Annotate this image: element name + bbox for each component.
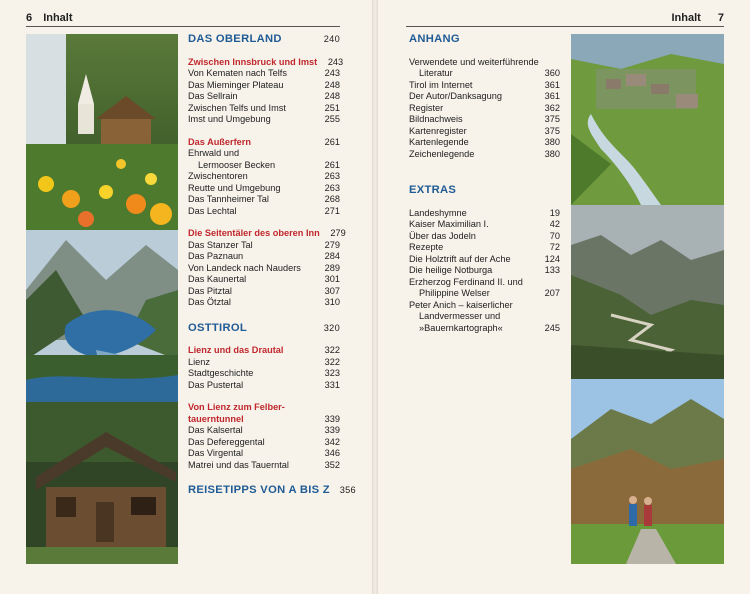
toc-entry-page-number: 255 — [324, 114, 340, 124]
photo-alpine-village-stream — [571, 34, 724, 205]
toc-subsection-heading — [188, 345, 340, 357]
toc-entry-label: REISETIPPS VON A BIS Z — [188, 484, 330, 496]
toc-entry — [188, 160, 340, 172]
toc-entry-page-number: 361 — [544, 79, 560, 90]
photo-wooden-hut — [26, 402, 178, 564]
toc-entry — [409, 231, 560, 243]
toc-entry-label: Die heilige Notburga — [409, 265, 493, 275]
toc-entry — [188, 263, 340, 275]
toc-entry-page-number: 261 — [324, 136, 340, 147]
toc-spacer — [188, 391, 340, 402]
toc-entry-page-number: 356 — [339, 485, 356, 495]
toc-entry — [409, 277, 560, 289]
toc-entry-page-number: 19 — [549, 207, 560, 218]
toc-entry — [188, 274, 340, 286]
toc-entry — [409, 208, 560, 220]
toc-entry-page-number: 240 — [323, 34, 340, 44]
toc-entry — [409, 114, 560, 126]
toc-entry-page-number: 301 — [324, 274, 340, 284]
toc-entry-label: Das Kaunertal — [188, 274, 247, 284]
toc-spacer — [409, 197, 560, 208]
toc-entry-page-number: 380 — [544, 148, 560, 159]
toc-spacer — [409, 46, 560, 57]
toc-entry-label: Erzherzog Ferdinand II. und — [409, 276, 523, 287]
toc-spacer — [188, 334, 340, 345]
toc-entry-page-number — [534, 300, 560, 312]
toc-entry-label: Über das Jodeln — [409, 230, 476, 241]
toc-entry — [409, 149, 560, 161]
toc-entry — [409, 57, 560, 69]
toc-entry-page-number: 279 — [324, 239, 340, 250]
right-page-running-title: Inhalt — [671, 12, 701, 24]
toc-entry-page-number: 342 — [324, 436, 340, 447]
toc-entry-label: Matrei und das Tauerntal — [188, 459, 289, 470]
toc-entry-label: Philippine Welser — [419, 288, 490, 298]
toc-entry-label: Bildnachweis — [409, 114, 463, 124]
toc-entry-page-number: 289 — [324, 262, 340, 273]
toc-entry-label: Kaiser Maximilian I. — [409, 219, 489, 229]
toc-entry — [409, 254, 560, 266]
toc-entry-label: Lienz und das Drautal — [188, 345, 284, 355]
toc-subsection-heading — [188, 56, 344, 69]
toc-entry-label: Das Sellrain — [188, 91, 238, 101]
toc-entry — [188, 194, 340, 206]
toc-entry — [188, 437, 340, 449]
toc-section-heading — [409, 34, 560, 46]
toc-entry-page-number: 243 — [324, 68, 340, 78]
toc-entry-page-number: 243 — [327, 56, 344, 67]
toc-entry-page-number: 271 — [324, 205, 340, 216]
toc-subsection-heading — [188, 228, 346, 240]
left-page-number: 6 — [26, 12, 33, 24]
toc-entry-page-number: 245 — [544, 322, 560, 333]
toc-entry — [409, 91, 560, 103]
toc-section-heading — [188, 484, 356, 497]
toc-spacer — [409, 160, 560, 174]
toc-entry-page-number: 248 — [324, 79, 340, 90]
toc-entry-label: Das Mieminger Plateau — [188, 79, 284, 90]
toc-entry-label: Zeichenlegende — [409, 148, 475, 159]
toc-entry-label: Die Holztrift auf der Ache — [409, 253, 511, 264]
toc-entry — [409, 300, 560, 312]
toc-entry — [188, 460, 340, 472]
toc-entry-label: Lienz — [188, 356, 210, 367]
toc-entry-label: Die Seitentäler des oberen Inn — [188, 228, 320, 238]
table-of-contents-left — [188, 33, 356, 497]
toc-entry-label: EXTRAS — [409, 184, 457, 196]
toc-entry-page-number: 362 — [544, 102, 560, 113]
toc-entry — [188, 425, 340, 437]
toc-entry-label: Das Pitztal — [188, 285, 232, 296]
toc-entry-page-number: 331 — [324, 379, 340, 390]
toc-entry — [188, 68, 340, 80]
right-page-number: 7 — [717, 12, 724, 24]
toc-entry-page-number: 251 — [324, 102, 340, 113]
toc-section-heading — [409, 185, 560, 197]
toc-entry-page-number: 375 — [544, 114, 560, 124]
left-page-running-title: Inhalt — [43, 12, 73, 24]
toc-entry-label: Rezepte — [409, 242, 444, 252]
toc-entry — [409, 311, 560, 323]
toc-section-heading — [188, 323, 340, 335]
toc-entry-label: Register — [409, 102, 444, 113]
toc-entry-label: Literatur — [419, 68, 453, 78]
toc-entry — [409, 288, 560, 300]
toc-entry — [409, 68, 560, 80]
toc-spacer — [188, 217, 340, 228]
toc-entry — [409, 242, 560, 254]
toc-entry-page-number: 375 — [544, 125, 560, 136]
toc-entry — [409, 323, 560, 335]
toc-entry-page-number: 279 — [330, 228, 346, 238]
toc-entry-page-number: 268 — [324, 194, 340, 204]
toc-entry-page-number: 320 — [323, 322, 340, 333]
photo-hikers-on-path — [571, 379, 724, 564]
toc-entry-label: Landvermesser und — [419, 311, 501, 321]
photo-mountain-lake — [26, 230, 178, 402]
toc-entry-label: Verwendete und weiterführende — [409, 56, 539, 67]
toc-subsection-heading — [188, 414, 340, 426]
toc-entry-page-number: 263 — [324, 171, 340, 181]
toc-entry-page-number: 42 — [549, 219, 560, 229]
photo-mountain-road-pass — [571, 205, 724, 379]
toc-entry — [188, 114, 340, 126]
toc-subsection-heading — [188, 137, 340, 149]
toc-entry-page-number: 360 — [544, 68, 560, 78]
toc-entry-page-number: 323 — [324, 368, 340, 378]
toc-entry-label: Das Tannheimer Tal — [188, 194, 269, 204]
toc-entry-label: Das Kalsertal — [188, 425, 243, 435]
toc-entry-label: DAS OBERLAND — [188, 33, 282, 45]
toc-entry — [188, 380, 340, 392]
toc-entry-label: Das Ötztal — [188, 297, 231, 307]
toc-entry — [188, 286, 340, 298]
toc-entry-label: »Bauernkartograph« — [419, 322, 503, 333]
toc-entry-page-number: 284 — [324, 251, 340, 261]
toc-entry — [409, 137, 560, 149]
toc-entry-label: Zwischen Innsbruck und Imst — [188, 56, 318, 67]
toc-entry — [409, 219, 560, 231]
toc-entry-label: Das Defereggental — [188, 436, 265, 447]
toc-entry-page-number: 322 — [324, 356, 340, 367]
toc-entry-page-number: 133 — [544, 265, 560, 275]
toc-entry-page-number: 263 — [324, 182, 340, 193]
toc-entry-label: Das Außerfern — [188, 136, 251, 147]
toc-entry — [409, 126, 560, 138]
toc-entry — [409, 265, 560, 277]
toc-entry-page-number: 261 — [324, 159, 340, 170]
toc-entry — [188, 206, 340, 218]
toc-entry-page-number — [534, 34, 560, 46]
toc-entry — [188, 448, 340, 460]
toc-spacer — [188, 126, 340, 137]
toc-entry-page-number: 346 — [324, 448, 340, 458]
toc-spacer — [188, 471, 340, 485]
toc-entry-label: Das Lechtal — [188, 205, 237, 216]
toc-entry-page-number: 310 — [324, 297, 340, 307]
toc-entry-page-number: 307 — [324, 285, 340, 296]
toc-entry-page-number: 72 — [549, 242, 560, 252]
toc-entry — [188, 297, 340, 309]
toc-entry-label: Zwischentoren — [188, 171, 248, 181]
toc-entry-label: tauerntunnel — [188, 413, 244, 424]
toc-entry-label: ANHANG — [409, 33, 460, 45]
toc-entry — [188, 357, 340, 369]
toc-entry-page-number — [534, 277, 560, 289]
toc-entry-label: OSTTIROL — [188, 321, 247, 334]
toc-subsection-heading — [188, 402, 340, 414]
toc-entry-label: Kartenlegende — [409, 137, 469, 147]
toc-entry-label: Imst und Umgebung — [188, 114, 271, 124]
toc-entry-page-number: 339 — [324, 413, 340, 424]
toc-entry — [409, 103, 560, 115]
toc-entry-page-number: 124 — [544, 253, 560, 264]
toc-entry-page-number: 352 — [324, 459, 340, 470]
toc-entry-page-number — [314, 148, 340, 160]
toc-entry-page-number — [539, 57, 565, 69]
toc-entry-label: Von Lienz zum Felber- — [188, 402, 285, 412]
toc-spacer — [188, 46, 340, 57]
toc-entry-label: Stadtgeschichte — [188, 368, 254, 378]
toc-entry — [409, 80, 560, 92]
toc-entry-page-number: 380 — [544, 137, 560, 147]
toc-entry-label: Reutte und Umgebung — [188, 182, 281, 193]
toc-entry-label: Das Virgental — [188, 448, 243, 458]
toc-entry — [188, 91, 340, 103]
toc-entry-page-number: 248 — [324, 91, 340, 101]
toc-spacer — [188, 309, 340, 323]
toc-entry-page-number: 339 — [324, 425, 340, 435]
toc-section-heading — [188, 34, 340, 46]
toc-entry-label: Landeshymne — [409, 207, 467, 218]
toc-entry-page-number — [534, 185, 560, 197]
toc-entry-label: Der Autor/Danksagung — [409, 91, 502, 101]
toc-entry-page-number: 361 — [544, 91, 560, 101]
toc-entry — [188, 251, 340, 263]
toc-entry-label: Das Paznaun — [188, 251, 244, 261]
toc-entry-page-number: 70 — [549, 230, 560, 241]
toc-entry — [188, 80, 340, 92]
table-of-contents-right — [409, 34, 560, 334]
toc-entry-label: Von Landeck nach Nauders — [188, 262, 301, 273]
toc-entry-label: Tirol im Internet — [409, 79, 473, 90]
toc-entry-page-number: 207 — [544, 288, 560, 298]
toc-entry — [188, 148, 340, 160]
toc-entry — [188, 103, 340, 115]
toc-entry-page-number — [534, 311, 560, 323]
toc-entry-label: Lermooser Becken — [198, 159, 276, 170]
toc-entry-label: Das Pustertal — [188, 379, 244, 390]
toc-entry-label: Peter Anich – kaiserlicher — [409, 299, 513, 310]
toc-entry — [188, 368, 340, 380]
toc-entry-label: Zwischen Telfs und Imst — [188, 102, 286, 113]
toc-entry-page-number — [314, 402, 340, 414]
right-page-header — [406, 12, 724, 27]
toc-entry-label: Von Kematen nach Telfs — [188, 68, 287, 78]
toc-entry — [188, 171, 340, 183]
photo-chapel-meadow-flowers — [26, 34, 178, 230]
toc-entry-page-number: 322 — [324, 345, 340, 355]
toc-entry — [188, 183, 340, 195]
toc-entry — [188, 240, 340, 252]
toc-entry-label: Das Stanzer Tal — [188, 239, 253, 250]
toc-entry-label: Kartenregister — [409, 125, 467, 136]
toc-entry-label: Ehrwald und — [188, 148, 240, 158]
left-page-header — [26, 12, 340, 27]
